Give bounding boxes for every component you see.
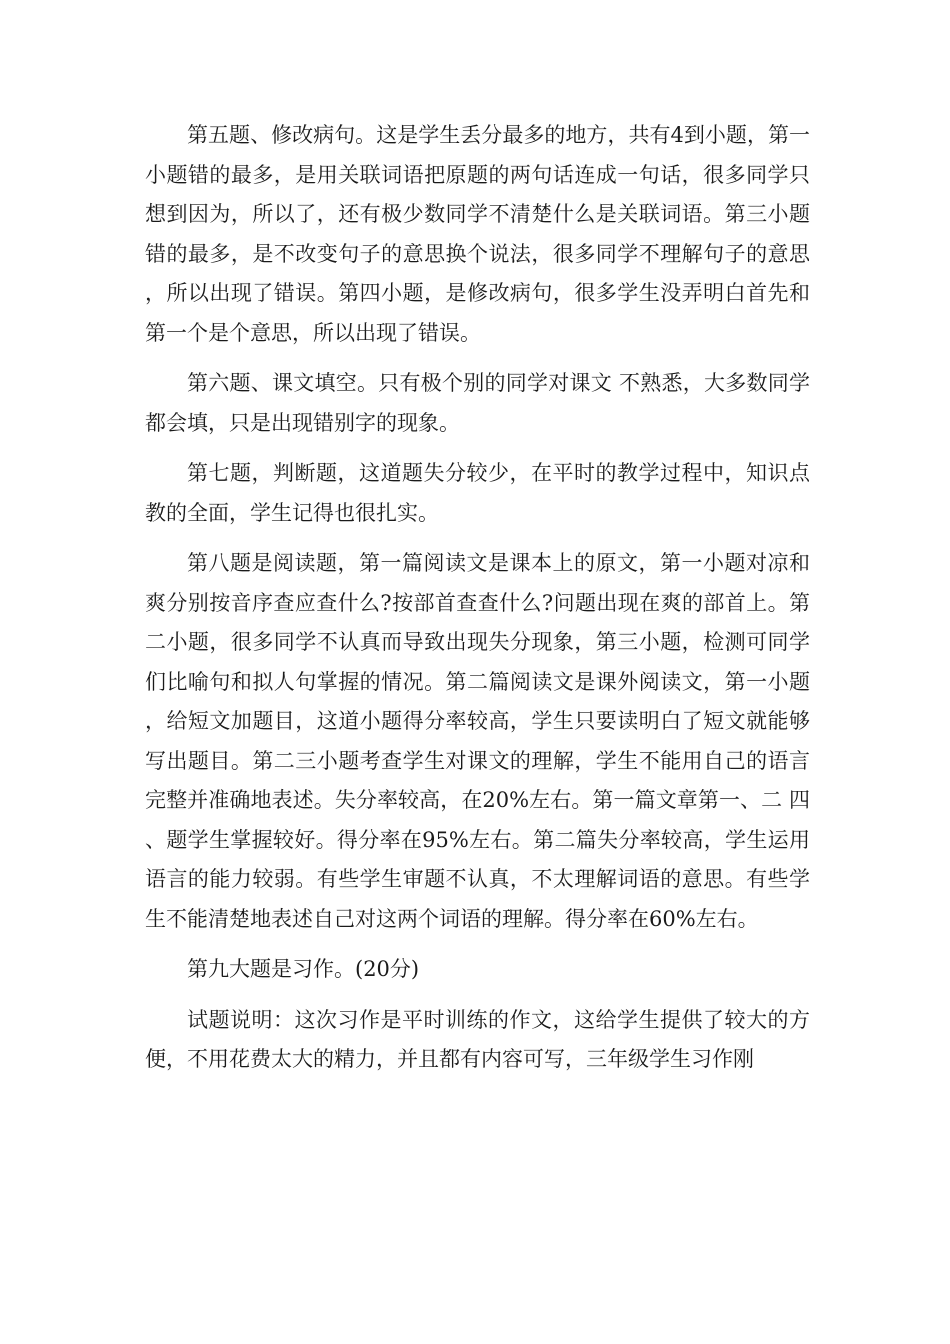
paragraph-question-9: 第九大题是习作。(20分): [187, 957, 420, 981]
paragraph-exam-description: 试题说明：这次习作是平时训练的作文，这给学生提供了较大的方便，不用花费太大的精力，并且都有内容可写，三年级学生习作刚: [145, 1007, 810, 1071]
paragraph-question-8: 第八题是阅读题，第一篇阅读文是课本上的原文，第一小题对凉和爽分别按音序查应查什么?按部首查查什么?问题出现在爽的部首上。第二小题，很多同学不认真而导致出现失分现象，第三小题，检测可同学们比喻句和拟人句掌握的情况。第二篇阅读文是课外阅读文，第一小题，给短文加题目，这道小题得分率较高，学生只要读明白了短文就能够写出题目。第二三小题考查学生对课文的理解，学生不能用自己的语言完整并准确地表述。失分率较高，在20%左右。第一篇文章第一、二 四、题学生掌握较好。得分率在95%左右。第二篇失分率较高，学生运用语言的能力较弱。有些学生审题不认真，不太理解词语的意思。有些学生不能清楚地表述自己对这两个词语的理解。得分率在60%左右。: [145, 551, 810, 931]
paragraph-question-5: 第五题、修改病句。这是学生丢分最多的地方，共有4到小题，第一小题错的最多，是用关联词语把原题的两句话连成一句话，很多同学只想到因为，所以了，还有极少数同学不清楚什么是关联词语。第三小题错的最多，是不改变句子的意思换个说法，很多同学不理解句子的意思，所以出现了错误。第四小题，是修改病句，很多学生没弄明白首先和第一个是个意思，所以出现了错误。: [145, 123, 810, 345]
paragraph-question-6: 第六题、课文填空。只有极个别的同学对课文 不熟悉，大多数同学都会填，只是出现错别字的现象。: [145, 371, 810, 435]
paragraph-question-7: 第七题，判断题，这道题失分较少，在平时的教学过程中，知识点教的全面，学生记得也很扎实。: [145, 461, 810, 525]
document-body: [145, 116, 810, 1091]
